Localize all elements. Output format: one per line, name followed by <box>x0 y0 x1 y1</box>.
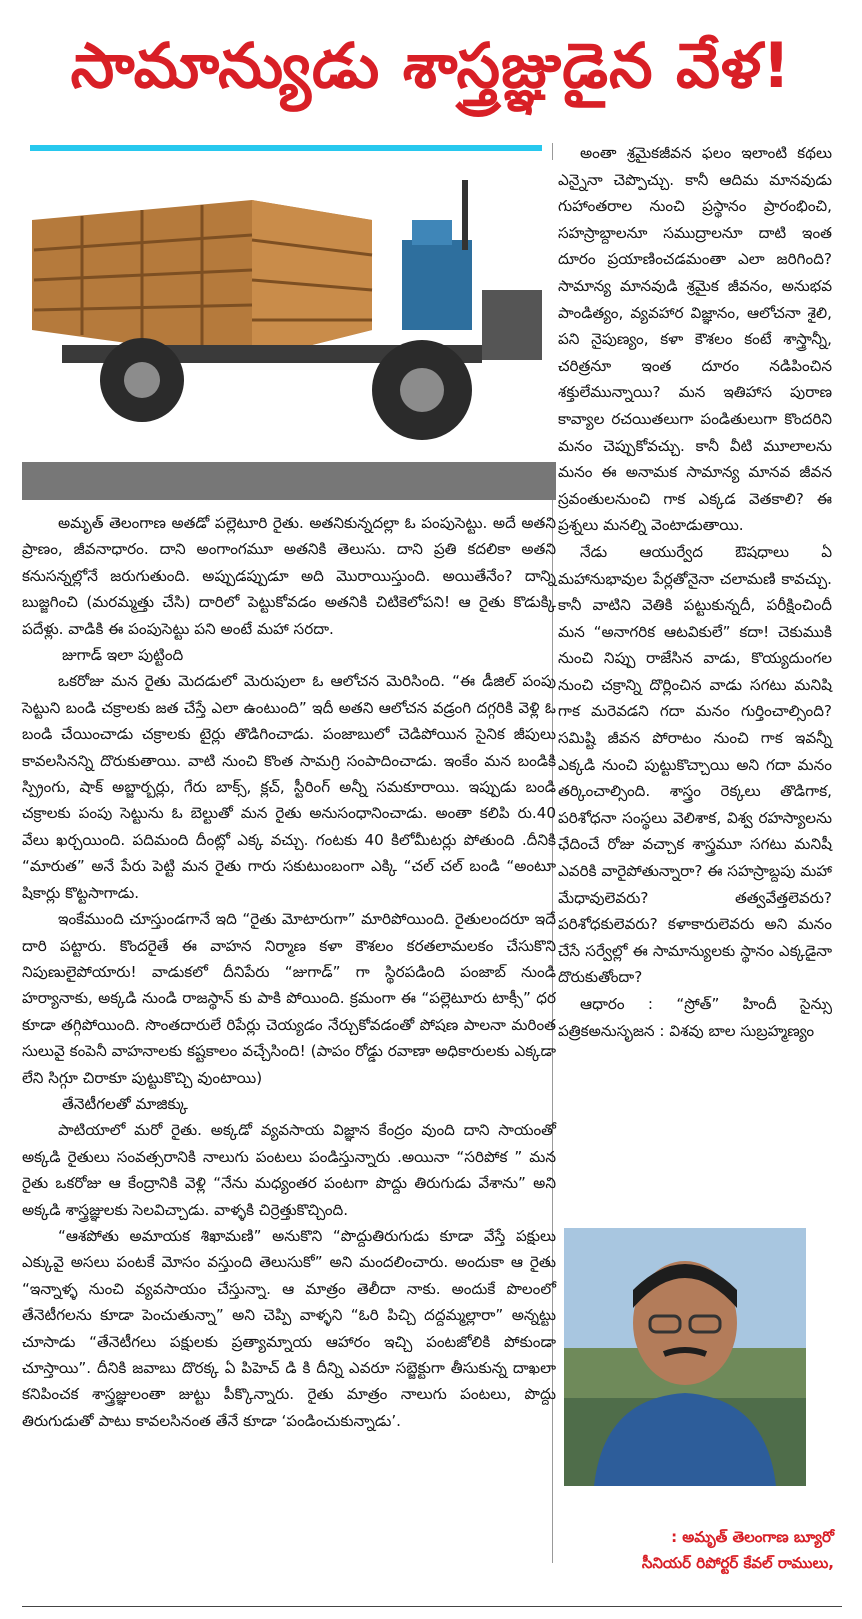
headline: సామాన్యుడు శాస్త్రజ్ఞుడైన వేళ! <box>70 29 792 102</box>
left-column-text <box>22 510 556 1434</box>
byline <box>562 1524 834 1576</box>
accent-bar <box>30 145 542 151</box>
byline-reporter: సీనియర్ రిపోర్టర్ కేవల్ రాములు, <box>641 1554 834 1572</box>
author-portrait <box>564 1228 806 1486</box>
subheading: తేనెటీగలతో మాజిక్కు <box>62 1094 188 1113</box>
paragraph: పాటియాలో మరో రైతు. అక్కడో వ్యవసాయ విజ్ఞాన కేంద్రం వుంది దాని సాయంతో అక్కడి రైతులు సంవత్సరానికి నాలుగు పంటలు పండిస్తున్నారు .అయినా “సరిపోక ” మన రైతు ఒకరోజు ఆ కేంద్రానికి వెళ్లి “నేను మధ్యంతర పంటగా పొద్దు తిరుగుడు వేశాను” అని అక్కడి శాస్త్రజ్ఞులకు సెలవిచ్చాడు. వాళ్ళకి చిర్రెత్తుకొచ్చింది. <box>22 1121 556 1219</box>
author-photo <box>564 1228 806 1486</box>
jugaad-vehicle-illustration <box>22 160 556 500</box>
source-credit: ఆధారం : “స్రోత్” హిందీ సైన్సు పత్రికఅనుసృజన : విశవు బాల సుబ్రహ్మణ్యం <box>558 995 832 1040</box>
paragraph: ఒకరోజు మన రైతు మెదడులో మెరుపులా ఓ ఆలోచన మెరిసింది. “ఈ డీజిల్ పంపు సెట్టుని బండి చక్రాలకు జత చేస్తే ఎలా ఉంటుంది” ఇదీ అతని ఆలోచన వడ్రంగి దగ్గరికి వెళ్లి ఓ బండి చేయించాడు చక్రాలకు టైర్లు తొడిగించాడు. పంజాబులో చెడిపోయిన సైనిక జీపులు కావలసినన్ని దొరుకుతాయి. వాటి నుంచి కొంత సామగ్రి సంపాదించాడు. ఇంకేం మన బండికి స్ప్రింగు, షాక్ అబ్జార్బర్లు, గేరు బాక్స్, క్లచ్, స్టీరింగ్ అన్నీ సమకూరాయి. ఇప్పుడు బండి చక్రాలకు పంపు సెట్టును ఓ బెల్టుతో మన రైతు అనుసంధానించాడు. అంతా కలిపి రు.40 వేలు ఖర్చయింది. పదిమంది దీంట్లో ఎక్క వచ్చు. గంటకు 40 కిలోమీటర్లు పోతుంది .దీనికి “మారుత” అనే పేరు పెట్టి మన రైతు గారు సకుటుంబంగా ఎక్కి “చల్ చల్ బండి “అంటూ షికార్లు కొట్టసాగాడు. <box>22 672 556 902</box>
paragraph: అమృత్ తెలంగాణ అతడో పల్లెటూరి రైతు. అతనికున్నదల్లా ఓ పంపుసెట్టు. అదే అతని ప్రాణం, జీవనాధారం. దాని అంగాంగమూ అతనికి తెలుసు. దాని ప్రతి కదలికా అతని కనుసన్నల్లోనే జరుగుతుంది. అప్పుడప్పుడూ అది మొరాయిస్తుంది. అయితేనేం? దాన్ని బుజ్జగించి (మరమ్మత్తు చేసి) దారిలో పెట్టుకోవడం అతనికి చిటికెలోపని! ఆ రైతు కొడుక్కి పదేళ్లు. వాడికి ఈ పంపుసెట్టు పని అంటే మహా సరదా. <box>22 514 556 638</box>
paragraph: అంతా శ్రమైకజీవన ఫలం ఇలాంటి కథలు ఎన్నైనా చెప్పొచ్చు. కానీ ఆదిమ మానవుడు గుహాంతరాల నుంచి ప్రస్థానం ప్రారంభించి, సహస్రాబ్దాలనూ సముద్రాలనూ దాటి ఇంత దూరం ప్రయాణించడమంతా ఎలా జరిగింది? సామాన్య మానవుడి శ్రమైక జీవనం, అనుభవ పాండిత్యం, వ్యవహార విజ్ఞానం, ఆలోచనా శైలి, పని నైపుణ్యం, కళా కౌశలం కంటే శాస్త్రాన్నీ, చరిత్రనూ ఇంత దూరం నడిపించిన శక్తులేమున్నాయి? మన ఇతిహాస పురాణ కావ్యాల రచయితలుగా పండితులుగా కొందరిని మనం చెప్పుకోవచ్చు. కానీ వీటి మూలాలను మనం ఈ అనామక సామాన్య మానవ జీవన స్రవంతులనుంచి గాక ఎక్కడ వెతకాలి? ఈ ప్రశ్నలు మనల్ని వెంటాడుతాయి. <box>558 144 832 535</box>
photo-band <box>22 462 556 500</box>
bottom-divider <box>22 1606 842 1607</box>
paragraph: “ఆశపోతు అమాయక శిఖామణి” అనుకొని “పొద్దుతిరుగుడు కూడా వేస్తే పక్షులు ఎక్కువై అసలు పంటకే మోసం వస్తుంది తెలుసుకో” అని మందలించారు. అందుకా ఆ రైతు “ఇన్నాళ్ళ నుంచి వ్యవసాయం చేస్తున్నా. ఆ మాత్రం తెలీదా నాకు. అందుకే పొలంలో తేనెటీగలను కూడా పెంచుతున్నా” అని చెప్పి వాళ్ళని “ఓరి పిచ్చి దద్దమ్మల్లారా” అన్నట్టు చూసాడు “తేనెటీగలు పక్షులకు ప్రత్యామ్నాయ ఆహారం ఇచ్చి పంటజోలికి పోకుండా చూస్తాయి”. దీనికి జవాబు దొరక్క ఏ పిహెచ్ డి కి దీన్ని ఎవరూ సబ్జెక్టుగా తీసుకున్న దాఖలా కనిపించక శాస్త్రజ్ఞులంతా జుట్టు పీక్కొన్నారు. రైతు మాత్రం నాలుగు పంటలు, పొద్దు తిరుగుడుతో పాటు కావలసినంత తేనే కూడా ‘పండించుకున్నాడు’. <box>22 1226 556 1430</box>
byline-bureau: : అమృత్ తెలంగాణ బ్యూరో <box>671 1528 834 1546</box>
jugaad-vehicle-photo <box>22 160 556 500</box>
right-column-text <box>558 140 832 1044</box>
subheading: జుగాడ్ ఇలా పుట్టింది <box>62 646 184 665</box>
paragraph: నేడు ఆయుర్వేద ఔషధాలు ఏ మహానుభావుల పేర్లతోనైనా చలామణి కావచ్చు. కానీ వాటిని వెతికి పట్టుకున్నదీ, పరీక్షించిందీ మన “అనాగరిక ఆటవికులే” కదా! చెకుముకి నుంచి నిప్పు రాజేసిన వాడు, కొయ్యదుంగల నుంచి చక్రాన్ని దొర్లించిన వాడు సగటు మనిషి గాక మరెవడని గదా మనం గుర్తించాల్సింది? సమిష్టి జీవన పోరాటం నుంచి గాక ఇవన్నీ ఎక్కడి నుంచి పుట్టుకొచ్చాయి అని గదా మనం తర్కించాల్సింది. శాస్త్రం రెక్కలు తొడిగాక, పరిశోధనా సంస్థలు వెలిశాక, విశ్వ రహస్యాలను ఛేదించే రోజు వచ్చాక శాస్త్రమూ సగటు మనిషీ ఎవరికి వారైపోతున్నారా? ఈ సహస్రాబ్దపు మహా మేధావులెవరు? తత్వవేత్తలెవరు? పరిశోధకులెవరు? కళాకారులెవరు అని మనం చేసే సర్వేల్లో ఈ సామాన్యులకు స్థానం ఎక్కడైనా దొరుకుతోందా? <box>558 542 832 987</box>
paragraph: ఇంకేముంది చూస్తుండగానే ఇది “రైతు మోటారుగా” మారిపోయింది. రైతులందరూ ఇదే దారి పట్టారు. కొందరైతే ఈ వాహన నిర్మాణ కళా కౌశలం కరతలామలకం చేసుకొని నిపుణులైపోయారు! వాడుకలో దీనిపేరు “జుగాడ్” గా స్థిరపడింది పంజాబ్ నుండి హర్యానాకు, అక్కడి నుండి రాజస్థాన్ కు పాకి పోయింది. క్రమంగా ఈ “పల్లెటూరు టాక్సీ” ధర కూడా తగ్గిపోయింది. సొంతదారులే రిపేర్లు చెయ్యడం నేర్చుకోవడంతో పోషణ పాలనా మరింత సులువై కంపెనీ వాహనాలకు కష్టకాలం వచ్చేసింది! (పాపం రోడ్డు రవాణా అధికారులకు ఎక్కడా లేని సిగ్గూ చిరాకూ పుట్టుకొచ్చి వుంటాయి) <box>22 910 556 1087</box>
